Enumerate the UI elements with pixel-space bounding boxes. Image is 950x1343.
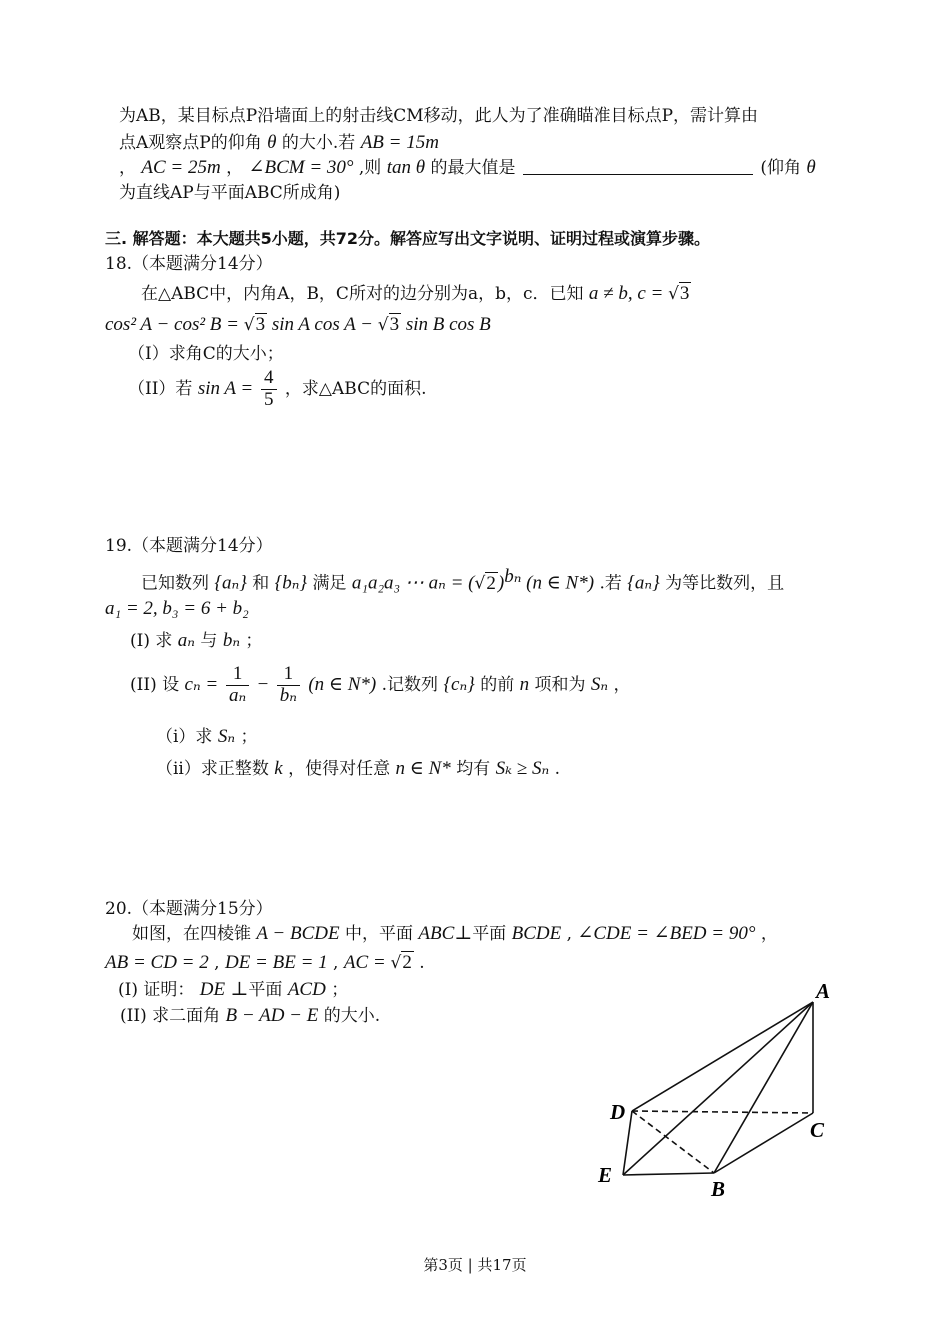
q18-intro: 在△ABC中，内角A，B，C所对的边分别为a，b，c．已知 a ≠ b, c = √3 (141, 283, 690, 304)
vertex-label-c: C (810, 1118, 825, 1142)
q19-part2-ii: （ii）求正整数 k ，使得对任意 n ∈ N* 均有 Sₖ ≥ Sₙ . (156, 758, 560, 779)
q20-part2: (II) 求二面角 B − AD − E 的大小. (120, 1005, 381, 1026)
q18-part1: （I）求角C的大小； (128, 344, 284, 364)
vertex-label-b: B (711, 1177, 726, 1201)
p17-line2: 点A观察点P的仰角 θ 的大小.若 AB = 15m (119, 132, 439, 153)
answer-blank[interactable] (523, 158, 753, 175)
edge-de (623, 1111, 632, 1175)
vertex-label-a: A (816, 979, 831, 1003)
q19-line2: a₁ = 2, b₃ = 6 + b₂ (105, 598, 249, 619)
q18-equation: cos² A − cos² B = √3 sin A cos A − √3 sin B cos B (105, 314, 491, 335)
q20-line1: 如图，在四棱锥 A − BCDE 中，平面 ABC⊥平面 BCDE , ∠CDE = ∠BED = 90° ， (132, 923, 778, 944)
edge-ab (714, 1002, 813, 1173)
p17-line3: ， AC = 25m ， ∠BCM = 30° ,则 tan θ 的最大值是 (仰角 θ (119, 157, 816, 178)
edge-eb (623, 1173, 714, 1175)
q19-title: 19.（本题满分14分） (105, 536, 273, 556)
fraction-4-5: $\frac{4}{5}$ (261, 368, 277, 411)
q19-line1: 已知数列 {aₙ} 和 {bₙ} 满足 a₁a₂a₃ ⋯ aₙ = (√2 )$^{b_n}$ (n ∈ N*) .若 {aₙ} 为等比数列，且 (141, 566, 785, 594)
edge-db-dashed (632, 1111, 714, 1173)
fraction-1-over-an: $\frac{1}{\text{aₙ}}$ (226, 664, 249, 707)
p17-line4: 为直线AP与平面ABC所成角) (119, 183, 341, 203)
p17-line1: 为AB，某目标点P沿墙面上的射击线CM移动，此人为了准确瞄准目标点P，需计算由 (119, 106, 759, 126)
q18-part2: （II）若 sin A = $\frac{4}{5}$ ，求△ABC的面积. (128, 367, 427, 410)
page-footer: 第3页 | 共17页 (423, 1256, 527, 1274)
vertex-label-e: E (598, 1163, 613, 1187)
vertex-label-d: D (610, 1100, 626, 1124)
edge-bc (714, 1113, 813, 1173)
q19-part1: (I) 求 aₙ 与 bₙ ； (130, 630, 263, 651)
edge-ad (632, 1002, 813, 1111)
q19-part2: (II) 设 cₙ = $\frac{1}{\text{aₙ}}$ − $\frac{1}{\text{bₙ}}$ (n ∈ N*) .记数列 {cₙ} 的前 n 项和为 Sₙ ， (130, 663, 631, 706)
q19-part2-i: （i）求 Sₙ ； (156, 726, 258, 747)
q20-line2: AB = CD = 2 , DE = BE = 1 , AC = √2 . (105, 952, 425, 973)
fraction-1-over-bn: $\frac{1}{\text{bₙ}}$ (277, 664, 300, 707)
edge-dc-dashed (632, 1111, 813, 1113)
edge-ae (623, 1002, 813, 1175)
q20-part1: (I) 证明： DE ⊥平面 ACD ； (118, 979, 349, 1000)
q18-title: 18.（本题满分14分） (105, 254, 273, 274)
section3-heading: 三. 解答题：本大题共5小题，共72分。解答应写出文字说明、证明过程或演算步骤。 (105, 229, 711, 248)
q20-title: 20.（本题满分15分） (105, 899, 273, 919)
